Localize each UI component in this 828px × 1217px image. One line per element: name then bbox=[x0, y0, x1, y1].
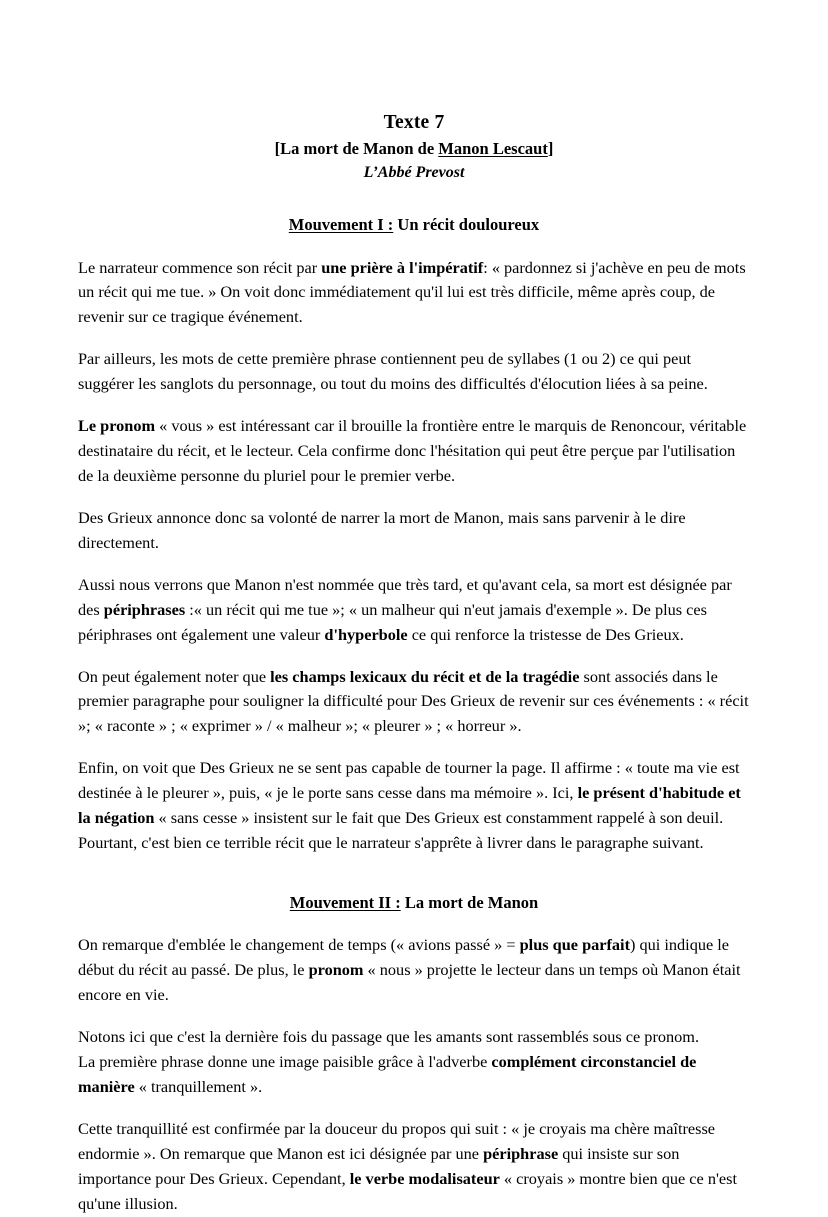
text-run: Enfin, on voit que Des Grieux ne se sent pas capable de tourner la page. Il affirme : « toute ma vie est destinée à le pleurer », puis, « je le porte sans cesse dans ma mémoire ». Ici, bbox=[78, 758, 740, 803]
paragraph bbox=[78, 665, 750, 740]
text-run: qui insiste sur son importance pour Des Grieux. Cependant, bbox=[78, 1143, 680, 1188]
text-run: On remarque d'emblée le changement de temps (« avions passé » = bbox=[78, 935, 520, 955]
section-mouvement-1 bbox=[78, 214, 750, 856]
text-run: La première phrase donne une image paisible grâce à l'adverbe bbox=[78, 1052, 492, 1072]
text-run: :« un récit qui me tue »; « un malheur qui n'eut jamais d'exemple ». De plus ces périphrases ont également une valeur bbox=[78, 599, 707, 644]
emphasis-term: d'hyperbole bbox=[324, 624, 408, 644]
paragraph bbox=[78, 573, 750, 648]
emphasis-term: le présent d'habitude et la négation bbox=[78, 783, 741, 828]
section-heading-title: Un récit douloureux bbox=[393, 215, 540, 235]
emphasis-term: les champs lexicaux du récit et de la tragédie bbox=[270, 666, 580, 686]
text-run: « croyais » montre bien que ce n'est qu'une illusion. bbox=[78, 1168, 737, 1213]
text-run: sont associés dans le premier paragraphe pour souligner la difficulté pour Des Grieux de revenir sur ces événements : « récit »; « raconte » ; « exprimer » / « malheur »; « pleurer » ; « horreur ». bbox=[78, 666, 749, 736]
paragraph bbox=[78, 756, 750, 856]
section-heading-label: Mouvement I : bbox=[288, 215, 394, 235]
paragraph bbox=[78, 347, 750, 397]
section-heading-mouvement-2 bbox=[78, 892, 750, 913]
emphasis-term: pronom bbox=[308, 960, 364, 980]
text-run: Aussi nous verrons que Manon n'est nommée que très tard, et qu'avant cela, sa mort est désignée par des bbox=[78, 574, 732, 619]
text-run: « sans cesse » insistent sur le fait que Des Grieux est constamment rappelé à son deuil. bbox=[154, 808, 724, 828]
text-run: « tranquillement ». bbox=[134, 1077, 263, 1097]
emphasis-term: le verbe modalisateur bbox=[349, 1168, 500, 1188]
text-run: ce qui renforce la tristesse de Des Grieux. bbox=[407, 624, 684, 644]
subtitle-work-title: Manon Lescaut bbox=[438, 138, 548, 158]
document-author: L’Abbé Prevost bbox=[363, 163, 465, 181]
paragraph bbox=[78, 933, 750, 1008]
body-text-mouvement-2 bbox=[78, 933, 750, 1216]
text-run: « nous » projette le lecteur dans un temps où Manon était encore en vie. bbox=[78, 960, 741, 1005]
text-run: : « pardonnez si j'achève en peu de mots un récit qui me tue. » On voit donc immédiatement qu'il lui est très difficile, même après coup, de revenir sur ce tragique événement. bbox=[78, 257, 746, 327]
subtitle-suffix: ] bbox=[547, 138, 554, 158]
emphasis-term: périphrase bbox=[483, 1143, 559, 1163]
emphasis-term: périphrases bbox=[103, 599, 186, 619]
text-run: On peut également noter que bbox=[78, 666, 271, 686]
section-heading-label: Mouvement II : bbox=[289, 892, 401, 912]
document-subtitle bbox=[78, 138, 750, 161]
paragraph bbox=[78, 1117, 750, 1217]
text-run: Notons ici que c'est la dernière fois du passage que les amants sont rassemblés sous ce pronom. bbox=[78, 1027, 700, 1047]
emphasis-term: plus que parfait bbox=[519, 935, 631, 955]
body-text-mouvement-1 bbox=[78, 256, 750, 856]
text-run: ) qui indique le début du récit au passé. De plus, le bbox=[78, 935, 730, 980]
emphasis-term: Le pronom bbox=[78, 416, 156, 436]
text-run: « vous » est intéressant car il brouille la frontière entre le marquis de Renoncour, véritable destinataire du récit, et le lecteur. Cela confirme donc l'hésitation qui peut être perçue par l'utilisation de la deuxième personne du pluriel pour le premier verbe. bbox=[78, 416, 747, 485]
paragraph bbox=[78, 506, 750, 556]
section-heading-mouvement-1 bbox=[78, 214, 750, 235]
paragraph bbox=[78, 256, 750, 331]
text-run: Le narrateur commence son récit par bbox=[78, 257, 322, 277]
section-heading-title: La mort de Manon bbox=[400, 892, 539, 912]
text-run: Par ailleurs, les mots de cette première phrase contiennent peu de syllabes (1 ou 2) ce qui peut suggérer les sanglots du personnage, ou tout du moins des difficultés d'élocution liées à sa peine. bbox=[78, 349, 708, 394]
subtitle-prefix: [La mort de Manon de bbox=[274, 138, 439, 158]
title-block bbox=[78, 110, 750, 183]
page-title: Texte 7 bbox=[383, 112, 445, 133]
emphasis-term: complément circonstanciel de manière bbox=[78, 1052, 697, 1097]
text-run: Cette tranquillité est confirmée par la douceur du propos qui suit : « je croyais ma chère maîtresse endormie ». On remarque que Manon est ici désignée par une bbox=[78, 1118, 716, 1163]
emphasis-term: une prière à l'impératif bbox=[321, 257, 484, 277]
paragraph bbox=[78, 1025, 750, 1100]
paragraph bbox=[78, 414, 750, 489]
section-mouvement-2 bbox=[78, 892, 750, 1217]
text-run: Pourtant, c'est bien ce terrible récit que le narrateur s'apprête à livrer dans le paragraphe suivant. bbox=[78, 833, 704, 853]
text-run: Des Grieux annonce donc sa volonté de narrer la mort de Manon, mais sans parvenir à le dire directement. bbox=[78, 507, 686, 552]
